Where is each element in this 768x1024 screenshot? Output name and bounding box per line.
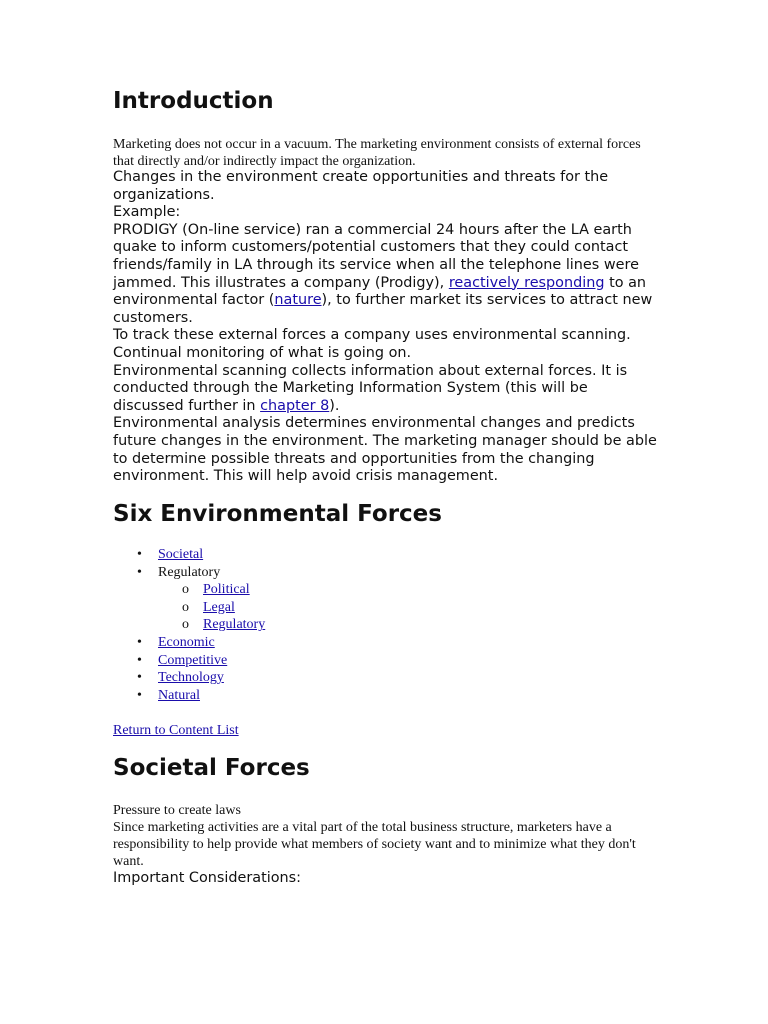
prodigy-text-part-3: ), to further market its services to attract new customers. bbox=[113, 292, 653, 326]
intro-text-block bbox=[113, 169, 658, 486]
prodigy-text-part-2: to an environmental factor ( bbox=[113, 274, 647, 309]
political-link[interactable]: Political bbox=[203, 582, 250, 598]
economic-link[interactable]: Economic bbox=[158, 634, 215, 650]
list-item-economic bbox=[137, 634, 437, 652]
regulatory-label: Regulatory bbox=[158, 564, 221, 580]
bullet-icon: • bbox=[137, 652, 142, 668]
six-forces-list bbox=[137, 546, 437, 704]
list-item-regulatory bbox=[137, 564, 437, 582]
societal-link[interactable]: Societal bbox=[158, 547, 204, 562]
six-forces-heading: Six Environmental Forces bbox=[113, 501, 442, 527]
bullet-icon: • bbox=[137, 634, 142, 650]
list-item-technology bbox=[137, 669, 437, 687]
prodigy-text-part-1: PRODIGY (On-line service) ran a commercial 24 hours after the LA earth quake to inform customers/potential customers that they could contact friends/family in LA through its service when all the telephone lines were jammed. This illustrates a company (Prodigy), bbox=[113, 221, 639, 291]
intro-paragraph-scanning: To track these external forces a company uses environmental scanning. Continual monitoring of what is going on. bbox=[113, 327, 631, 361]
bullet-icon: • bbox=[137, 564, 142, 580]
list-item-political bbox=[137, 581, 437, 599]
list-item-natural bbox=[137, 687, 437, 705]
legal-link[interactable]: Legal bbox=[203, 599, 235, 615]
list-item-legal bbox=[137, 599, 437, 617]
intro-paragraph-mis bbox=[113, 363, 658, 416]
intro-paragraph-prodigy bbox=[113, 222, 658, 328]
bullet-icon: • bbox=[137, 670, 142, 686]
sub-bullet-icon: o bbox=[182, 617, 189, 633]
intro-paragraph-vacuum: Marketing does not occur in a vacuum. The marketing environment consists of external forces that directly and/or indirectly impact the organization. bbox=[113, 137, 641, 169]
intro-paragraph-example-label: Example: bbox=[113, 204, 181, 221]
reactively-responding-link[interactable]: reactively responding bbox=[448, 274, 605, 291]
nature-link[interactable]: nature bbox=[274, 292, 322, 309]
regulatory-sub-link[interactable]: Regulatory bbox=[203, 617, 266, 633]
sub-bullet-icon: o bbox=[182, 582, 189, 598]
intro-paragraph-changes: Changes in the environment create opportunities and threats for the organizations. bbox=[113, 169, 609, 203]
bullet-icon: • bbox=[137, 547, 142, 562]
societal-paragraph-considerations: Important Considerations: bbox=[113, 870, 302, 886]
list-item-societal bbox=[137, 546, 437, 564]
list-item-regulatory-sub bbox=[137, 616, 437, 634]
return-link-block bbox=[113, 722, 658, 739]
societal-forces-heading: Societal Forces bbox=[113, 755, 310, 781]
natural-link[interactable]: Natural bbox=[158, 687, 200, 703]
societal-paragraph-responsibility: Since marketing activities are a vital part of the total business structure, marketers have a responsibility to help provide what members of society want and to minimize what they don't want. bbox=[113, 820, 636, 869]
societal-paragraph-pressure: Pressure to create laws bbox=[113, 803, 241, 818]
chapter-8-link[interactable]: chapter 8 bbox=[260, 397, 330, 414]
competitive-link[interactable]: Competitive bbox=[158, 652, 228, 668]
mis-text-part-1: Environmental scanning collects information about external forces. It is conducted through the Marketing Information System (this will be discussed further in bbox=[113, 362, 628, 414]
intro-paragraph-analysis: Environmental analysis determines environmental changes and predicts future changes in the environment. The marketing manager should be able to determine possible threats and opportunities from the changing environment. This will help avoid crisis management. bbox=[113, 415, 657, 485]
bullet-icon: • bbox=[137, 687, 142, 703]
introduction-heading: Introduction bbox=[113, 88, 274, 114]
technology-link[interactable]: Technology bbox=[158, 670, 224, 686]
societal-text-block bbox=[113, 802, 658, 870]
list-item-competitive bbox=[137, 652, 437, 670]
mis-text-part-2: ). bbox=[329, 397, 340, 414]
return-to-content-list-link[interactable]: Return to Content List bbox=[113, 723, 239, 738]
sub-bullet-icon: o bbox=[182, 599, 189, 615]
